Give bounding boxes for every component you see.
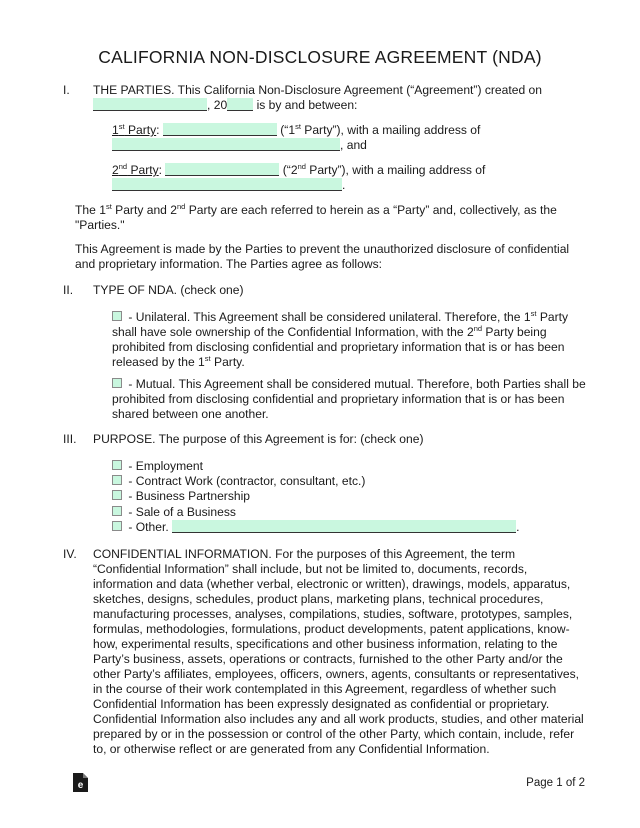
first-party-label: 1st Party <box>112 122 157 137</box>
unilateral-checkbox[interactable] <box>112 311 122 321</box>
confidential-line: Party’s business, assets, operations or contracts, furnished to the other Party and/or the <box>93 652 563 666</box>
section-number: II. <box>63 283 74 297</box>
first-party-name-field[interactable] <box>163 123 277 136</box>
confidential-line: information and data (whether verbal, electronic or written), drawings, models, apparatus, <box>93 577 571 591</box>
parties-intro <box>93 83 542 98</box>
parties-intro-text: THE PARTIES. This California Non-Disclosure Agreement (“Agreement”) created on <box>93 83 542 97</box>
first-party-address-field[interactable] <box>112 138 340 151</box>
parties-definition: The 1st Party and 2nd Party are each referred to herein as a “Party” and, collectively, as the <box>75 202 557 217</box>
confidential-line: Confidential Information also includes any and all work products, studies, and other material <box>93 712 584 726</box>
confidential-line: manufacturing processes, analyses, compilations, studies, software, prototypes, samples, <box>93 607 573 621</box>
unilateral-line1: - Unilateral. This Agreement shall be considered unilateral. Therefore, the 1st Party <box>112 310 568 325</box>
purpose-option-contract: - Contract Work (contractor, consultant, etc.) <box>112 474 365 489</box>
purpose-option-other: - Other. . <box>112 520 519 535</box>
document-title: CALIFORNIA NON-DISCLOSURE AGREEMENT (NDA) <box>98 47 542 67</box>
confidential-line: Confidential Information has been expressly designated as confidential or proprietary. <box>93 697 550 711</box>
purpose-option-partnership: - Business Partnership <box>112 489 250 504</box>
employment-checkbox[interactable] <box>112 460 122 470</box>
type-heading: TYPE OF NDA. (check one) <box>93 283 244 297</box>
second-party-address-line: . <box>112 178 345 193</box>
purpose-heading: PURPOSE. The purpose of this Agreement is for: (check one) <box>93 432 424 446</box>
confidential-line: prepared by or in the possession or control of the other Party, which contain, include, refer <box>93 727 575 741</box>
parties-definition-line2: "Parties." <box>75 218 125 232</box>
other-checkbox[interactable] <box>112 521 122 531</box>
purpose-option-sale: - Sale of a Business <box>112 505 236 520</box>
mutual-line3: shared between one another. <box>112 407 269 421</box>
unilateral-line3: prohibited from disclosing confidential and proprietary information that is or has been <box>112 340 565 354</box>
eforms-document-icon <box>72 773 88 792</box>
other-purpose-field[interactable] <box>172 520 516 533</box>
first-party-address-line <box>112 138 367 153</box>
section-number: IV. <box>63 547 77 561</box>
mutual-label: - Mutual. <box>125 377 176 391</box>
year-prefix: , 20 <box>207 98 228 112</box>
sale-of-business-checkbox[interactable] <box>112 506 122 516</box>
first-party-line: 1st Party: (“1st Party”), with a mailing address of <box>112 122 481 137</box>
mutual-checkbox[interactable] <box>112 378 122 388</box>
second-party-name-field[interactable] <box>165 163 279 176</box>
second-party-label: 2nd Party <box>112 162 159 177</box>
mutual-line1: - Mutual. This Agreement shall be considered mutual. Therefore, both Parties shall be <box>112 377 586 392</box>
confidential-line: to, or otherwise reflect or are generated from any Confidential Information. <box>93 742 490 756</box>
unilateral-line4: released by the 1st Party. <box>112 354 245 369</box>
agreement-purpose-line2: and proprietary information. The Parties agree as follows: <box>75 257 382 271</box>
confidential-line: formulas, methodologies, formulations, product developments, patent applications, know- <box>93 622 570 636</box>
section-number: I. <box>63 83 70 97</box>
year-field[interactable] <box>227 98 253 111</box>
confidential-line: CONFIDENTIAL INFORMATION. For the purposes of this Agreement, the term <box>93 547 516 561</box>
and-text: , and <box>340 138 367 152</box>
svg-text:e: e <box>77 780 84 791</box>
contract-work-checkbox[interactable] <box>112 475 122 485</box>
second-party-address-field[interactable] <box>112 178 342 191</box>
between-text: is by and between: <box>256 98 358 112</box>
confidential-line: sketches, designs, schedules, product plans, marketing plans, technical procedures, <box>93 592 544 606</box>
date-field[interactable] <box>93 98 207 111</box>
confidential-line: how, experimental results, specifications and other business information, relating to the <box>93 637 558 651</box>
second-party-line: 2nd Party: (“2nd Party”), with a mailing address of <box>112 162 486 177</box>
mutual-line2: prohibited from disclosing confidential and proprietary information that is or has been <box>112 392 565 406</box>
date-line <box>93 98 357 113</box>
purpose-option-employment: - Employment <box>112 459 203 474</box>
confidential-line: in the course of their work contemplated in this Agreement, regardless of whether such <box>93 682 557 696</box>
confidential-line: “Confidential Information” shall include, but not be limited to, documents, records, <box>93 562 528 576</box>
agreement-purpose-line1: This Agreement is made by the Parties to prevent the unauthorized disclosure of confidential <box>75 242 570 256</box>
unilateral-label: - Unilateral. <box>125 310 191 324</box>
business-partnership-checkbox[interactable] <box>112 490 122 500</box>
confidential-line: other Party’s affiliates, employees, officers, owners, agents, consultants or representatives, <box>93 667 580 681</box>
unilateral-line2: shall have sole ownership of the Confidential Information, with the 2nd Party being <box>112 324 547 339</box>
section-number: III. <box>63 432 77 446</box>
page-number: Page 1 of 2 <box>526 777 585 789</box>
